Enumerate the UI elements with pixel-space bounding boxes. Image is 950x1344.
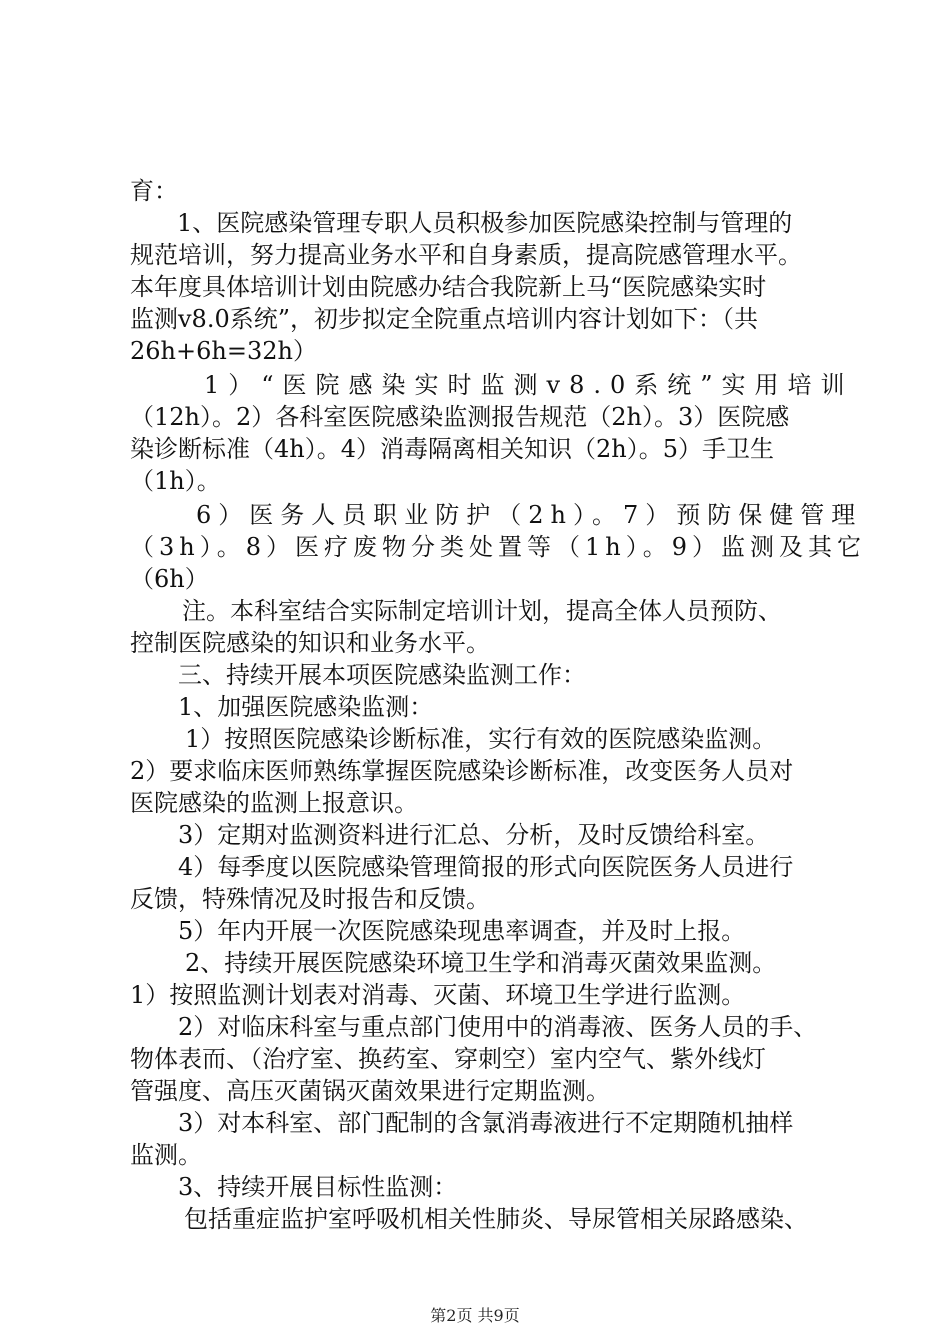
text-line: 1）按照监测计划表对消毒、灭菌、环境卫生学进行监测。 (130, 981, 746, 1009)
text-line: 包括重症监护室呼吸机相关性肺炎、导尿管相关尿路感染、 (184, 1205, 808, 1233)
text-line: 染诊断标准（4h）。4）消毒隔离相关知识（2h）。5）手卫生 (130, 435, 774, 463)
subsection-heading: 3、持续开展目标性监测： (178, 1173, 458, 1201)
subsection-heading: 2、持续开展医院感染环境卫生学和消毒灭菌效果监测。 (185, 949, 777, 977)
text-line: 监测。 (130, 1141, 202, 1169)
text-line: 2）对临床科室与重点部门使用中的消毒液、医务人员的手、 (178, 1013, 818, 1041)
text-line: （1h）。 (130, 467, 221, 495)
text-line: 3）对本科室、部门配制的含氯消毒液进行不定期随机抽样 (178, 1109, 794, 1137)
text-line: （6h） (130, 565, 209, 593)
text-line: 管强度、高压灭菌锅灭菌效果进行定期监测。 (130, 1077, 610, 1105)
text-line: 6）医务人员职业防护（2h）。7）预防保健管理 (196, 501, 863, 529)
text-line: 26h+6h=32h） (130, 337, 317, 365)
text-line: 1）按照医院感染诊断标准，实行有效的医院感染监测。 (185, 725, 777, 753)
page-number-indicator: 第2页 共9页 (430, 1306, 520, 1325)
section-heading: 三、持续开展本项医院感染监测工作： (178, 661, 586, 689)
text-line: （12h）。2）各科室医院感染监测报告规范（2h）。3）医院感 (130, 403, 790, 431)
text-line: 5）年内开展一次医院感染现患率调查，并及时上报。 (178, 917, 746, 945)
text-line: 育： (130, 177, 178, 205)
page-footer (0, 1306, 950, 1326)
text-line: 医院感染的监测上报意识。 (130, 789, 418, 817)
text-line: 注。本科室结合实际制定培训计划，提高全体人员预防、 (182, 597, 782, 625)
text-line: 本年度具体培训计划由院感办结合我院新上马“医院感染实时 (130, 273, 767, 301)
text-line: （3h）。8）医疗废物分类处置等（1h）。9）监测及其它 (130, 533, 866, 561)
text-line: 4）每季度以医院感染管理简报的形式向医院医务人员进行 (178, 853, 794, 881)
text-line: 反馈，特殊情况及时报告和反馈。 (130, 885, 490, 913)
text-line: 监测v8.0系统”，初步拟定全院重点培训内容计划如下：（共 (130, 305, 758, 333)
text-line: 1）“医院感染实时监测v8.0系统”实用培训 (204, 371, 854, 399)
text-line: 1、医院感染管理专职人员积极参加医院感染控制与管理的 (177, 209, 793, 237)
text-line: 2）要求临床医师熟练掌握医院感染诊断标准，改变医务人员对 (130, 757, 794, 785)
subsection-heading: 1、加强医院感染监测： (178, 693, 434, 721)
text-line: 控制医院感染的知识和业务水平。 (130, 629, 490, 657)
text-line: 3）定期对监测资料进行汇总、分析，及时反馈给科室。 (178, 821, 770, 849)
text-line: 规范培训，努力提高业务水平和自身素质，提高院感管理水平。 (130, 241, 802, 269)
text-line: 物体表而、（治疗室、换药室、穿刺空）室内空气、紫外线灯 (130, 1045, 766, 1073)
